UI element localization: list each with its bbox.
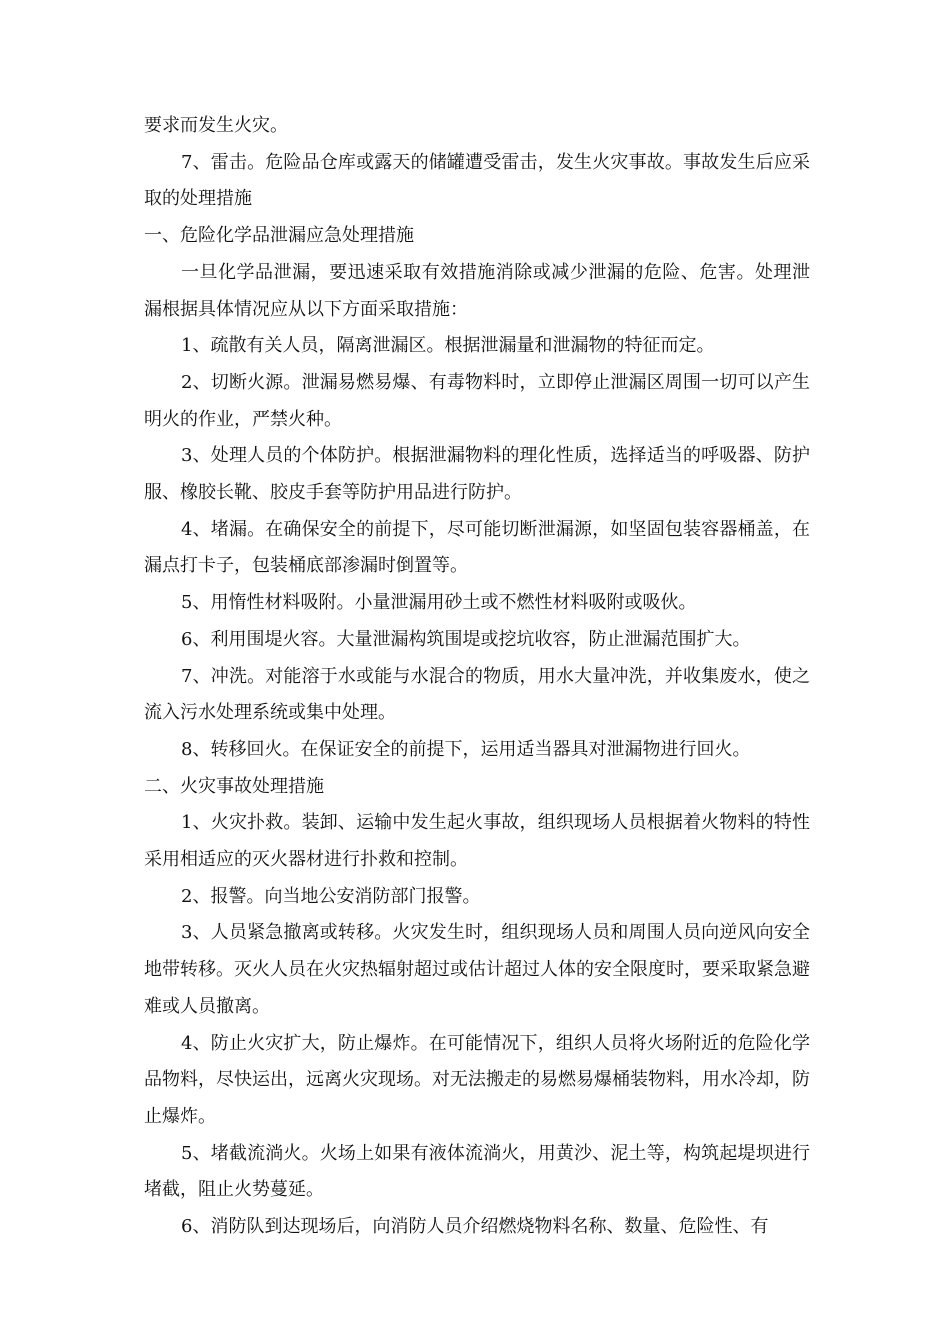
list-item-fire-5: 5、堵截流淌火。火场上如果有液体流淌火，用黄沙、泥土等，构筑起堤坝进行堵截，阻止火势蔓延。 <box>144 1142 810 1201</box>
list-item-fire-1: 1、火灾扑救。装卸、运输中发生起火事故，组织现场人员根据着火物料的特性采用相适应的灭火器材进行扑救和控制。 <box>144 812 810 871</box>
paragraph-lightning: 7、雷击。危险品仓库或露天的储罐遭受雷击，发生火灾事故。事故发生后应采取的处理措施 <box>144 151 810 210</box>
document-page <box>144 108 810 1246</box>
list-item-leak-2: 2、切断火源。泄漏易燃易爆、有毒物料时，立即停止泄漏区周围一切可以产生明火的作业，严禁火种。 <box>144 371 810 430</box>
list-item-leak-7: 7、冲洗。对能溶于水或能与水混合的物质，用水大量冲洗，并收集废水，使之流入污水处理系统或集中处理。 <box>144 665 810 724</box>
list-item-fire-4: 4、防止火灾扩大，防止爆炸。在可能情况下，组织人员将火场附近的危险化学品物料，尽快运出，远离火灾现场。对无法搬走的易燃易爆桶装物料，用水冷却，防止爆炸。 <box>144 1032 810 1127</box>
list-item-fire-3: 3、人员紧急撤离或转移。火灾发生时，组织现场人员和周围人员向逆风向安全地带转移。灭火人员在火灾热辐射超过或估计超过人体的安全限度时，要采取紧急避难或人员撤离。 <box>144 922 810 1017</box>
list-item-fire-6: 6、消防队到达现场后，向消防人员介绍燃烧物料名称、数量、危险性、有 <box>181 1216 769 1238</box>
section-heading-fire: 二、火灾事故处理措施 <box>144 775 324 797</box>
list-item-leak-8: 8、转移回火。在保证安全的前提下，运用适当器具对泄漏物进行回火。 <box>181 738 751 760</box>
paragraph-continuation: 要求而发生火灾。 <box>144 115 288 136</box>
paragraph-leak-intro: 一旦化学品泄漏，要迅速采取有效措施消除或减少泄漏的危险、危害。处理泄漏根据具体情况应从以下方面采取措施： <box>144 261 810 320</box>
list-item-leak-1: 1、疏散有关人员，隔离泄漏区。根据泄漏量和泄漏物的特征而定。 <box>181 335 715 357</box>
section-heading-leak: 一、危险化学品泄漏应急处理措施 <box>144 225 414 247</box>
list-item-leak-6: 6、利用围堤火容。大量泄漏构筑围堤或挖坑收容，防止泄漏范围扩大。 <box>181 628 751 650</box>
list-item-leak-4: 4、堵漏。在确保安全的前提下，尽可能切断泄漏源，如坚固包装容器桶盖，在漏点打卡子，包装桶底部渗漏时倒置等。 <box>144 518 810 577</box>
list-item-leak-5: 5、用惰性材料吸附。小量泄漏用砂土或不燃性材料吸附或吸伙。 <box>181 592 697 614</box>
list-item-leak-3: 3、处理人员的个体防护。根据泄漏物料的理化性质，选择适当的呼吸器、防护服、橡胶长靴、胶皮手套等防护用品进行防护。 <box>144 445 810 504</box>
list-item-fire-2: 2、报警。向当地公安消防部门报警。 <box>181 885 481 907</box>
